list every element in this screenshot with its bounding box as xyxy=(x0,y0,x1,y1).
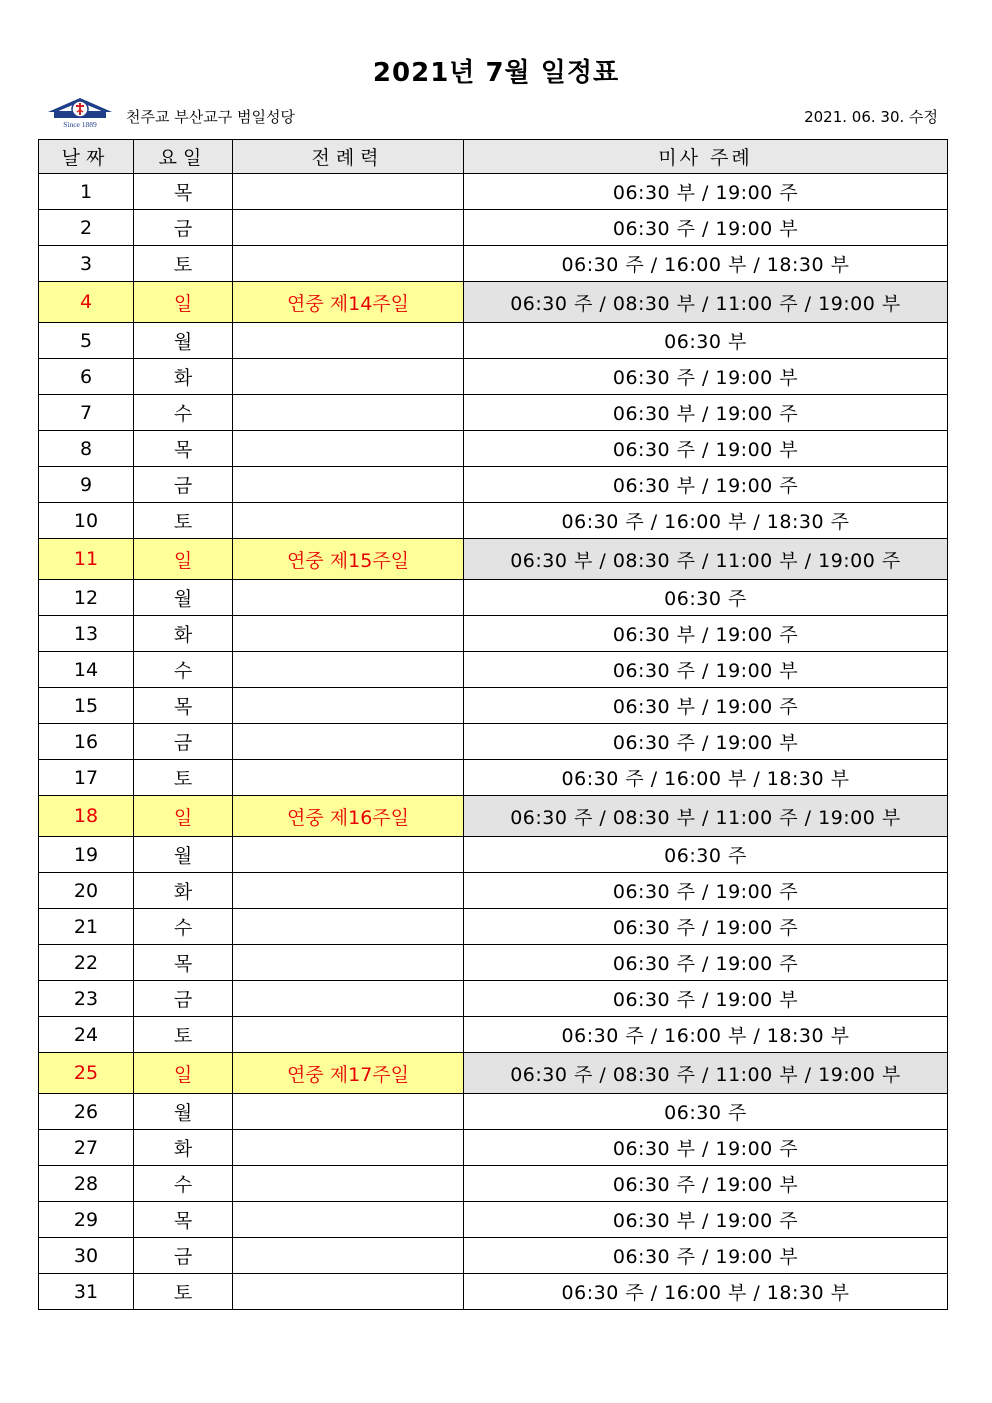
liturgy-cell xyxy=(233,981,464,1017)
table-row xyxy=(39,1166,948,1202)
mass-cell: 06:30 주 xyxy=(464,580,948,616)
day-cell: 금 xyxy=(134,724,233,760)
table-row xyxy=(39,431,948,467)
mass-cell: 06:30 부 / 19:00 주 xyxy=(464,616,948,652)
table-row xyxy=(39,467,948,503)
mass-cell: 06:30 주 / 19:00 부 xyxy=(464,724,948,760)
mass-cell: 06:30 부 / 19:00 주 xyxy=(464,395,948,431)
date-cell: 9 xyxy=(39,467,134,503)
date-cell: 19 xyxy=(39,837,134,873)
day-cell: 월 xyxy=(134,837,233,873)
liturgy-cell xyxy=(233,688,464,724)
date-cell: 17 xyxy=(39,760,134,796)
table-row xyxy=(39,174,948,210)
day-cell: 일 xyxy=(134,282,233,323)
liturgy-cell xyxy=(233,760,464,796)
table-row xyxy=(39,1274,948,1310)
day-cell: 토 xyxy=(134,503,233,539)
date-cell: 27 xyxy=(39,1130,134,1166)
document-header xyxy=(44,100,938,132)
day-cell: 월 xyxy=(134,1094,233,1130)
day-cell: 화 xyxy=(134,873,233,909)
date-cell: 11 xyxy=(39,539,134,580)
table-row xyxy=(39,359,948,395)
mass-cell: 06:30 부 xyxy=(464,323,948,359)
day-cell: 화 xyxy=(134,1130,233,1166)
mass-cell: 06:30 주 / 16:00 부 / 18:30 부 xyxy=(464,760,948,796)
date-cell: 10 xyxy=(39,503,134,539)
table-row xyxy=(39,1238,948,1274)
date-cell: 1 xyxy=(39,174,134,210)
date-cell: 7 xyxy=(39,395,134,431)
mass-cell: 06:30 주 / 19:00 부 xyxy=(464,359,948,395)
liturgy-cell: 연중 제17주일 xyxy=(233,1053,464,1094)
day-cell: 금 xyxy=(134,210,233,246)
day-cell: 일 xyxy=(134,1053,233,1094)
header-day: 요일 xyxy=(134,140,233,174)
liturgy-cell xyxy=(233,174,464,210)
liturgy-cell xyxy=(233,837,464,873)
date-cell: 28 xyxy=(39,1166,134,1202)
date-cell: 6 xyxy=(39,359,134,395)
date-cell: 24 xyxy=(39,1017,134,1053)
table-row xyxy=(39,1053,948,1094)
liturgy-cell xyxy=(233,210,464,246)
day-cell: 화 xyxy=(134,616,233,652)
date-cell: 4 xyxy=(39,282,134,323)
day-cell: 월 xyxy=(134,323,233,359)
table-row xyxy=(39,909,948,945)
day-cell: 화 xyxy=(134,359,233,395)
table-row xyxy=(39,246,948,282)
date-cell: 16 xyxy=(39,724,134,760)
day-cell: 목 xyxy=(134,1202,233,1238)
table-row xyxy=(39,981,948,1017)
mass-cell: 06:30 부 / 19:00 주 xyxy=(464,1130,948,1166)
liturgy-cell xyxy=(233,1017,464,1053)
table-row xyxy=(39,282,948,323)
liturgy-cell xyxy=(233,431,464,467)
mass-cell: 06:30 부 / 19:00 주 xyxy=(464,467,948,503)
date-cell: 23 xyxy=(39,981,134,1017)
date-cell: 21 xyxy=(39,909,134,945)
table-row xyxy=(39,652,948,688)
liturgy-cell xyxy=(233,503,464,539)
mass-cell: 06:30 주 / 16:00 부 / 18:30 부 xyxy=(464,1017,948,1053)
day-cell: 토 xyxy=(134,1274,233,1310)
liturgy-cell xyxy=(233,1202,464,1238)
date-cell: 31 xyxy=(39,1274,134,1310)
date-cell: 15 xyxy=(39,688,134,724)
liturgy-cell xyxy=(233,652,464,688)
date-cell: 3 xyxy=(39,246,134,282)
day-cell: 토 xyxy=(134,246,233,282)
mass-cell: 06:30 부 / 19:00 주 xyxy=(464,688,948,724)
liturgy-cell xyxy=(233,323,464,359)
mass-cell: 06:30 주 / 08:30 주 / 11:00 부 / 19:00 부 xyxy=(464,1053,948,1094)
table-row xyxy=(39,796,948,837)
liturgy-cell: 연중 제15주일 xyxy=(233,539,464,580)
day-cell: 금 xyxy=(134,981,233,1017)
table-row xyxy=(39,210,948,246)
table-row xyxy=(39,1017,948,1053)
liturgy-cell xyxy=(233,1238,464,1274)
day-cell: 목 xyxy=(134,688,233,724)
liturgy-cell xyxy=(233,1166,464,1202)
mass-cell: 06:30 부 / 08:30 주 / 11:00 부 / 19:00 주 xyxy=(464,539,948,580)
liturgy-cell xyxy=(233,359,464,395)
mass-cell: 06:30 주 / 19:00 부 xyxy=(464,431,948,467)
mass-cell: 06:30 주 / 19:00 주 xyxy=(464,873,948,909)
table-row xyxy=(39,873,948,909)
mass-cell: 06:30 부 / 19:00 주 xyxy=(464,1202,948,1238)
table-row xyxy=(39,580,948,616)
liturgy-cell xyxy=(233,1130,464,1166)
table-row xyxy=(39,539,948,580)
date-cell: 14 xyxy=(39,652,134,688)
table-row xyxy=(39,760,948,796)
header-mass: 미사 주례 xyxy=(464,140,948,174)
day-cell: 월 xyxy=(134,580,233,616)
mass-cell: 06:30 주 / 19:00 주 xyxy=(464,945,948,981)
table-row xyxy=(39,688,948,724)
mass-cell: 06:30 주 / 08:30 부 / 11:00 주 / 19:00 부 xyxy=(464,796,948,837)
revision-date: 2021. 06. 30. 수정 xyxy=(804,108,938,126)
liturgy-cell xyxy=(233,1094,464,1130)
mass-cell: 06:30 주 / 19:00 부 xyxy=(464,652,948,688)
header-liturgy: 전례력 xyxy=(233,140,464,174)
day-cell: 금 xyxy=(134,467,233,503)
mass-cell: 06:30 주 / 19:00 부 xyxy=(464,1166,948,1202)
liturgy-cell xyxy=(233,724,464,760)
mass-cell: 06:30 주 / 19:00 주 xyxy=(464,909,948,945)
table-row xyxy=(39,837,948,873)
mass-cell: 06:30 주 / 08:30 부 / 11:00 주 / 19:00 부 xyxy=(464,282,948,323)
liturgy-cell xyxy=(233,246,464,282)
date-cell: 18 xyxy=(39,796,134,837)
day-cell: 목 xyxy=(134,945,233,981)
liturgy-cell xyxy=(233,945,464,981)
day-cell: 수 xyxy=(134,909,233,945)
header-date: 날짜 xyxy=(39,140,134,174)
table-row xyxy=(39,503,948,539)
day-cell: 수 xyxy=(134,652,233,688)
table-row xyxy=(39,616,948,652)
mass-cell: 06:30 주 / 19:00 부 xyxy=(464,210,948,246)
date-cell: 30 xyxy=(39,1238,134,1274)
liturgy-cell xyxy=(233,395,464,431)
date-cell: 5 xyxy=(39,323,134,359)
table-row xyxy=(39,323,948,359)
date-cell: 13 xyxy=(39,616,134,652)
day-cell: 금 xyxy=(134,1238,233,1274)
date-cell: 26 xyxy=(39,1094,134,1130)
mass-cell: 06:30 부 / 19:00 주 xyxy=(464,174,948,210)
day-cell: 수 xyxy=(134,395,233,431)
liturgy-cell xyxy=(233,580,464,616)
liturgy-cell xyxy=(233,616,464,652)
organization-name: 천주교 부산교구 범일성당 xyxy=(126,108,295,126)
day-cell: 목 xyxy=(134,431,233,467)
mass-cell: 06:30 주 / 19:00 부 xyxy=(464,981,948,1017)
table-row xyxy=(39,1202,948,1238)
mass-cell: 06:30 주 / 16:00 부 / 18:30 주 xyxy=(464,503,948,539)
liturgy-cell xyxy=(233,909,464,945)
page-title: 2021년 7월 일정표 xyxy=(372,58,620,88)
day-cell: 일 xyxy=(134,539,233,580)
mass-cell: 06:30 주 xyxy=(464,1094,948,1130)
logo-caption: Since 1889 xyxy=(63,120,97,129)
schedule-table xyxy=(38,139,948,1310)
liturgy-cell xyxy=(233,873,464,909)
date-cell: 8 xyxy=(39,431,134,467)
table-row xyxy=(39,945,948,981)
day-cell: 토 xyxy=(134,760,233,796)
date-cell: 29 xyxy=(39,1202,134,1238)
date-cell: 12 xyxy=(39,580,134,616)
liturgy-cell xyxy=(233,467,464,503)
day-cell: 수 xyxy=(134,1166,233,1202)
table-row xyxy=(39,1094,948,1130)
date-cell: 20 xyxy=(39,873,134,909)
liturgy-cell xyxy=(233,1274,464,1310)
date-cell: 2 xyxy=(39,210,134,246)
cross-emblem-icon xyxy=(44,96,116,130)
mass-cell: 06:30 주 / 16:00 부 / 18:30 부 xyxy=(464,1274,948,1310)
liturgy-cell: 연중 제14주일 xyxy=(233,282,464,323)
day-cell: 토 xyxy=(134,1017,233,1053)
date-cell: 22 xyxy=(39,945,134,981)
schedule-rows xyxy=(39,174,948,1310)
date-cell: 25 xyxy=(39,1053,134,1094)
table-row xyxy=(39,724,948,760)
mass-cell: 06:30 주 / 19:00 부 xyxy=(464,1238,948,1274)
day-cell: 목 xyxy=(134,174,233,210)
liturgy-cell: 연중 제16주일 xyxy=(233,796,464,837)
table-row xyxy=(39,395,948,431)
day-cell: 일 xyxy=(134,796,233,837)
mass-cell: 06:30 주 xyxy=(464,837,948,873)
table-header-row xyxy=(39,140,948,174)
mass-cell: 06:30 주 / 16:00 부 / 18:30 부 xyxy=(464,246,948,282)
table-row xyxy=(39,1130,948,1166)
